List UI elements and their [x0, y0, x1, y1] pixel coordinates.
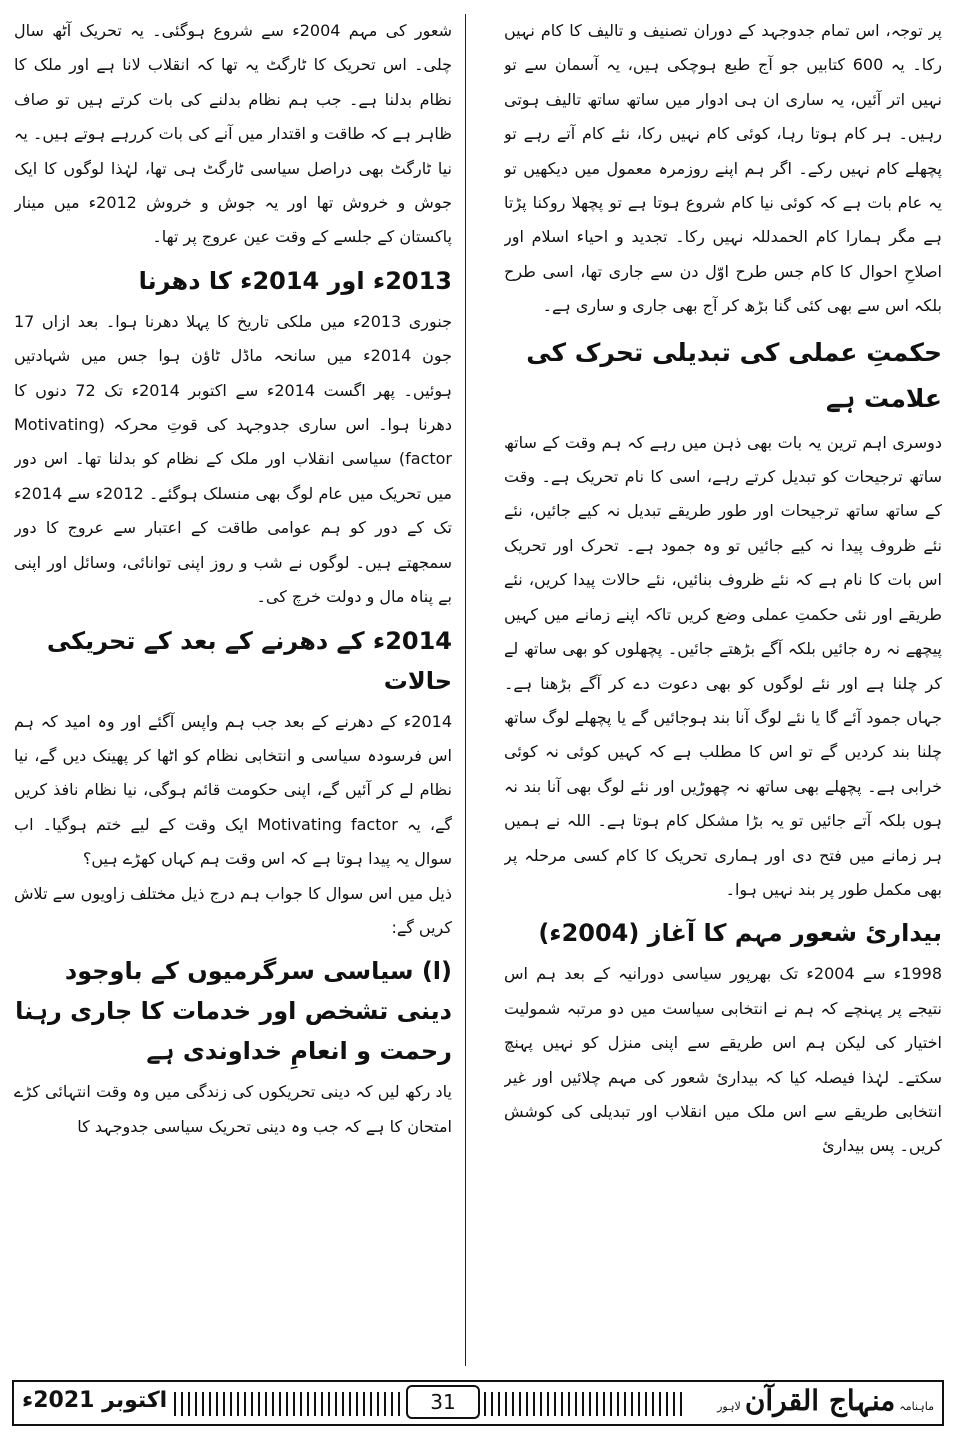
- paragraph: جنوری 2013ء میں ملکی تاریخ کا پہلا دھرنا ہوا۔ بعد ازاں 17 جون 2014ء میں سانحہ ماڈل ٹاؤن ہوا جس میں شہادتیں ہوئیں۔ پھر اگست 2014ء سے اکتوبر 2014ء تک 72 دنوں کا دھرنا ہوا۔ اس ساری جدوجہد کی قوتِ محرکہ (Motivating factor) سیاسی انقلاب اور ملک کے نظام کو بدلنا تھا۔ اس دور میں تحریک میں عام لوگ بھی منسلک ہوگئے۔ 2012ء سے 2014ء تک کے دور کو ہم عوامی طاقت کے اعتبار سے عروج کا دور سمجھتے ہیں۔ لوگوں نے شب و روز اپنی توانائی، وسائل اور اپنی بے پناہ مال و دولت خرچ کی۔: [14, 311, 452, 607]
- paragraph: 2014ء کے دھرنے کے بعد جب ہم واپس آگئے اور وہ امید کہ ہم اس فرسودہ سیاسی و انتخابی نظام کو اٹھا کر پھینک دیں گے، نیا نظام لے کر آئیں گے، اپنی حکومت قائم ہوگی، نیا نظام نافذ کریں گے، یہ Motivating factor ایک وقت کے لیے ختم ہوگیا۔ اب سوال یہ پیدا ہوتا ہے کہ اس وقت ہم کہاں کھڑے ہیں؟: [14, 711, 452, 869]
- decorative-stripes: [484, 1392, 684, 1416]
- paragraph: یاد رکھ لیں کہ دینی تحریکوں کی زندگی میں وہ وقت انتہائی کڑے امتحان کا ہے کہ جب وہ دینی تحریک سیاسی جدوجہد کا: [14, 1082, 452, 1136]
- paragraph: شعور کی مہم 2004ء سے شروع ہوگئی۔ یہ تحریک آٹھ سال چلی۔ اس تحریک کا ٹارگٹ یہ تھا کہ انقلاب لانا ہے اور ملک کا نظام بدلنا ہے۔ جب ہم نظام بدلنے کی بات کرتے ہیں تو صاف ظاہر ہے کہ طاقت و اقتدار میں آنے کی بات کررہے ہوتے ہیں۔ یہ نیا ٹارگٹ بھی دراصل سیاسی ٹارگٹ ہی تھا، لہٰذا لوگوں کا ایک جوش و خروش تھا اور یہ جوش و خروش 2012ء میں مینار پاکستان کے جلسے کے وقت عین عروج پر تھا۔: [14, 21, 452, 247]
- decorative-stripes: [174, 1392, 404, 1416]
- paragraph: ذیل میں اس سوال کا جواب ہم درج ذیل مختلف زاویوں سے تلاش کریں گے:: [14, 883, 452, 937]
- left-column: [14, 14, 452, 1374]
- column-divider: [465, 14, 466, 1366]
- section-heading: بیداریٔ شعور مہم کا آغاز (2004ء): [538, 919, 942, 948]
- paragraph: پر توجہ، اس تمام جدوجہد کے دوران تصنیف و تالیف کا کام نہیں رکا۔ یہ 600 کتابیں جو آج طبع ہوچکی ہیں، یہ آسمان سے تو نہیں اتر آئیں، یہ ساری ان ہی ادوار میں ساتھ ساتھ تالیف ہوتی رہیں۔ ہر کام ہوتا رہا، کوئی کام نہیں رکا، نئے کام آتے رہے تو پچھلے کام نہیں رکے۔ اگر ہم اپنے روزمرہ معمول میں دیکھیں تو یہ عام بات ہے کہ کوئی نیا کام شروع ہوتا ہے تو پچھلا روکنا پڑتا ہے مگر ہمارا کام الحمدللہ نہیں رکا۔ تجدید و احیاء اسلام اور اصلاحِ احوال کا کام جس طرح اوّل دن سے جاری تھا، اسی طرح بلکہ اس سے بھی کئی گنا بڑھ کر آج بھی جاری و ساری ہے۔: [504, 21, 942, 316]
- page-number: 31: [406, 1385, 480, 1419]
- masthead-city: لاہور: [717, 1400, 741, 1413]
- section-heading: حکمتِ عملی کی تبدیلی تحرک کی علامت ہے: [526, 337, 942, 413]
- page-footer: [12, 1380, 944, 1426]
- section-heading: (ا) سیاسی سرگرمیوں کے باوجود دینی تشخص اور خدمات کا جاری رہنا رحمت و انعامِ خداوندی ہے: [15, 957, 452, 1066]
- paragraph: 1998ء سے 2004ء تک بھرپور سیاسی دورانیہ کے بعد ہم اس نتیجے پر پہنچے کہ ہم نے انتخابی سیاست میں دو مرتبہ شمولیت اختیار کی لیکن ہم اس طریقے سے اپنی منزل کو نہیں پہنچ سکتے۔ لہٰذا فیصلہ کیا کہ بیداریٔ شعور کی مہم چلائیں اور غیر انتخابی طریقے سے اس ملک میں انقلاب اور تبدیلی کی کوشش کریں۔ پس بیداریٔ: [504, 964, 942, 1156]
- masthead-title: منہاج القرآن: [744, 1384, 896, 1417]
- issue-date: اکتوبر 2021ء: [22, 1388, 168, 1413]
- magazine-masthead: [717, 1384, 934, 1422]
- right-column: [504, 14, 942, 1374]
- masthead-prefix: ماہنامہ: [899, 1400, 934, 1413]
- section-heading: 2013ء اور 2014ء کا دھرنا: [138, 266, 452, 295]
- section-heading: 2014ء کے دھرنے کے بعد کے تحریکی حالات: [46, 626, 452, 695]
- paragraph: دوسری اہم ترین یہ بات بھی ذہن میں رہے کہ ہم وقت کے ساتھ ساتھ ترجیحات کو تبدیل کرتے رہے، اسی کا نام تحریک ہے۔ وقت کے ساتھ ساتھ ترجیحات اور طور طریقے تبدیل نہ کیے جائیں، نئے نئے ظروف پیدا نہ کیے جائیں تو وہ جمود ہے۔ تحرک اور تحریک اس بات کا نام ہے کہ نئے ظروف بنائیں، نئے حالات پیدا کریں، نئے طریقے اور نئی حکمتِ عملی وضع کریں تاکہ اپنے زمانے میں کہیں پیچھے نہ رہ جائیں بلکہ آگے بڑھتے جائیں۔ پچھلوں کو بھی ساتھ لے کر چلنا ہے اور نئے لوگوں کو بھی دعوت دے کر آگے بڑھنا ہے۔ جہاں جمود آئے گا یا نئے لوگ آنا بند ہوجائیں گے یا پچھلے لوگ ساتھ چلنا بند کردیں گے تو اس کا مطلب ہے کہ کہیں کوئی نہ کوئی خرابی ہے۔ پچھلے بھی ساتھ نہ چھوڑیں اور نئے لوگ بھی آنا بند نہ ہوں بلکہ آتے جائیں تو یہ بڑا مشکل کام ہوتا ہے۔ اللہ نے ہمیں ہر زمانے میں فتح دی اور ہماری تحریک کا کام کسی مرحلہ پر بھی مکمل طور پر بند نہیں ہوا۔: [504, 432, 942, 899]
- magazine-page: [14, 14, 942, 1374]
